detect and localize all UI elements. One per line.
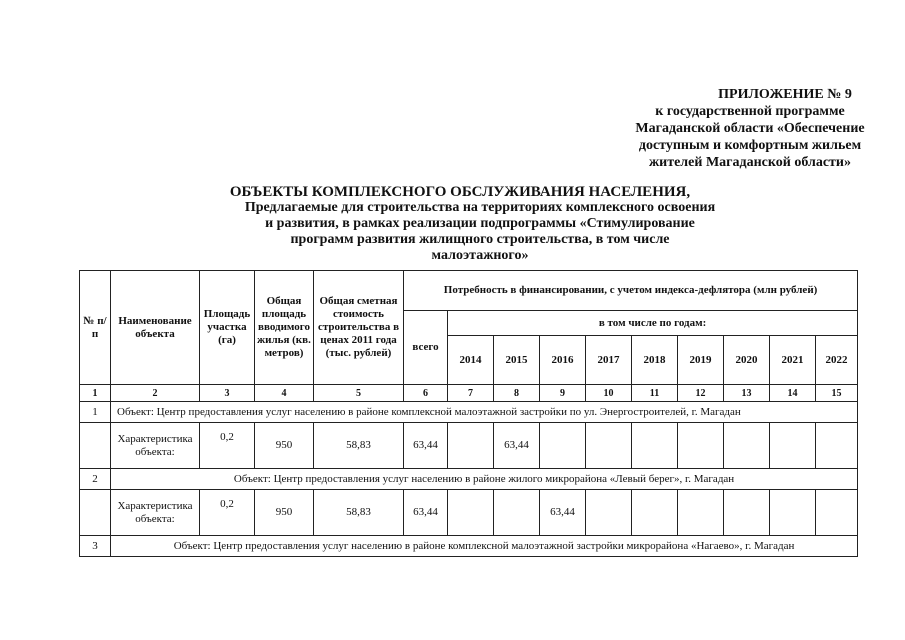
column-number: 1 bbox=[80, 385, 111, 402]
year-value bbox=[540, 423, 586, 469]
header-year: 2017 bbox=[586, 336, 632, 384]
header-year: 2021 bbox=[770, 336, 816, 384]
column-numbers-row bbox=[80, 385, 858, 402]
column-number: 14 bbox=[770, 385, 816, 402]
document-heading bbox=[180, 184, 780, 264]
year-value bbox=[494, 490, 540, 536]
column-number: 2 bbox=[111, 385, 200, 402]
total-value: 63,44 bbox=[404, 423, 448, 469]
object-number: 3 bbox=[80, 536, 111, 557]
year-value bbox=[632, 423, 678, 469]
header-year: 2022 bbox=[825, 353, 848, 366]
header-by-years: в том числе по годам: bbox=[448, 311, 857, 336]
object-row bbox=[80, 469, 858, 490]
appendix-line: к государственной программе bbox=[655, 104, 845, 119]
appendix-line: жителей Магаданской области» bbox=[649, 155, 851, 170]
heading-line: Предлагаемые для строительства на территориях комплексного освоения bbox=[244, 200, 716, 215]
column-number: 8 bbox=[494, 385, 540, 402]
column-number: 5 bbox=[314, 385, 404, 402]
area-value: 0,2 bbox=[200, 490, 255, 536]
cost-value: 58,83 bbox=[314, 423, 404, 469]
year-value bbox=[448, 423, 494, 469]
header-year: 2015 bbox=[494, 336, 540, 384]
heading-line: и развития, в рамках реализации подпрограммы «Стимулирование bbox=[265, 216, 695, 231]
object-details-row bbox=[80, 423, 858, 469]
year-value bbox=[770, 490, 816, 536]
empty-cell bbox=[80, 490, 111, 536]
column-number: 3 bbox=[200, 385, 255, 402]
column-number: 10 bbox=[586, 385, 632, 402]
housing-value: 950 bbox=[255, 423, 314, 469]
header-num: № п/п bbox=[80, 271, 111, 385]
object-number: 2 bbox=[80, 469, 111, 490]
year-value bbox=[770, 423, 816, 469]
header-year: 2019 bbox=[678, 336, 724, 384]
header-total: всего bbox=[404, 311, 448, 385]
characteristic-label: Характеристика объекта: bbox=[111, 490, 200, 536]
heading-line: программ развития жилищного строительства, в том числе bbox=[290, 232, 670, 247]
year-value bbox=[678, 423, 724, 469]
column-number: 7 bbox=[448, 385, 494, 402]
heading-line: малоэтажного» bbox=[431, 248, 529, 263]
year-value bbox=[724, 423, 770, 469]
header-name: Наименование объекта bbox=[111, 271, 200, 385]
column-number: 11 bbox=[632, 385, 678, 402]
header-years-group bbox=[448, 311, 858, 385]
year-value bbox=[724, 490, 770, 536]
object-title: Объект: Центр предоставления услуг населению в районе комплексной малоэтажной застройки по ул. Энергостроителей, г. Магадан bbox=[111, 402, 858, 423]
year-value: 63,44 bbox=[494, 423, 540, 469]
column-number: 12 bbox=[678, 385, 724, 402]
empty-cell bbox=[80, 423, 111, 469]
area-value: 0,2 bbox=[200, 423, 255, 469]
header-year: 2014 bbox=[448, 336, 494, 384]
object-row bbox=[80, 402, 858, 423]
object-row bbox=[80, 536, 858, 557]
cost-value: 58,83 bbox=[314, 490, 404, 536]
column-number: 15 bbox=[816, 385, 858, 402]
column-number: 4 bbox=[255, 385, 314, 402]
appendix-line: Магаданской области «Обеспечение bbox=[635, 121, 865, 136]
year-value bbox=[678, 490, 724, 536]
header-area: Площадь участка (га) bbox=[200, 271, 255, 385]
column-number: 13 bbox=[724, 385, 770, 402]
characteristic-label: Характеристика объекта: bbox=[111, 423, 200, 469]
header-cost: Общая сметная стоимость строительства в ценах 2011 года (тыс. рублей) bbox=[314, 271, 404, 385]
year-value bbox=[632, 490, 678, 536]
heading-main: ОБЪЕКТЫ КОМПЛЕКСНОГО ОБСЛУЖИВАНИЯ НАСЕЛЕНИЯ, bbox=[229, 184, 691, 200]
housing-value: 950 bbox=[255, 490, 314, 536]
header-year: 2020 bbox=[724, 336, 770, 384]
appendix-block bbox=[600, 86, 900, 171]
object-title: Объект: Центр предоставления услуг населению в районе жилого микрорайона «Левый берег», г. Магадан bbox=[111, 469, 858, 490]
header-year: 2016 bbox=[540, 336, 586, 384]
object-title: Объект: Центр предоставления услуг населению в районе комплексной малоэтажной застройки микрорайона «Нагаево», г. Магадан bbox=[111, 536, 858, 557]
header-housing: Общая площадь вводимого жилья (кв. метров) bbox=[255, 271, 314, 385]
appendix-line: доступным и комфортным жильем bbox=[638, 138, 862, 153]
header-need: Потребность в финансировании, с учетом индекса-дефлятора (млн рублей) bbox=[404, 271, 858, 311]
object-details-row bbox=[80, 490, 858, 536]
column-number: 6 bbox=[404, 385, 448, 402]
year-value bbox=[816, 423, 858, 469]
appendix-title: ПРИЛОЖЕНИЕ № 9 bbox=[718, 87, 852, 102]
total-value: 63,44 bbox=[404, 490, 448, 536]
year-value: 63,44 bbox=[540, 490, 586, 536]
year-value bbox=[586, 490, 632, 536]
object-number: 1 bbox=[80, 402, 111, 423]
column-number: 9 bbox=[540, 385, 586, 402]
year-value bbox=[448, 490, 494, 536]
objects-table bbox=[79, 270, 858, 557]
year-value bbox=[816, 490, 858, 536]
year-value bbox=[586, 423, 632, 469]
header-year: 2018 bbox=[632, 336, 678, 384]
